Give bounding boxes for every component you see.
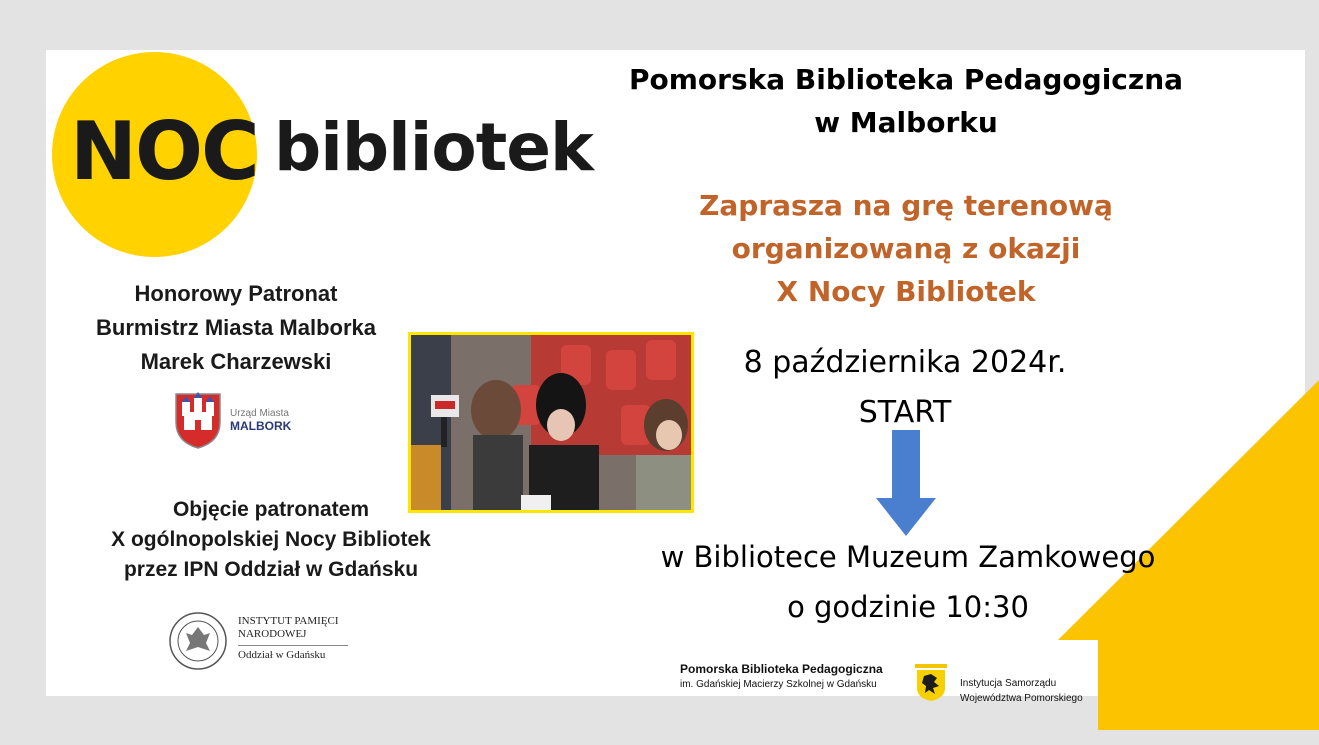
- event-place-block: [558, 532, 1258, 632]
- ipn-line3: Oddział w Gdańsku: [238, 649, 326, 661]
- malbork-logo-text: [230, 408, 291, 432]
- event-date-block: [580, 338, 1230, 438]
- event-place: w Bibliotece Muzeum Zamkowego: [660, 540, 1156, 574]
- footer-inst-line1: Instytucja Samorządu: [960, 678, 1057, 689]
- malbork-line1: Urząd Miasta: [230, 408, 289, 419]
- arrow-down-icon: [876, 430, 936, 538]
- ipn-line1: INSTYTUT PAMIĘCI: [238, 615, 339, 627]
- title-line1: Pomorska Biblioteka Pedagogiczna: [628, 63, 1184, 96]
- patronage-line: Marek Charzewski: [140, 349, 332, 374]
- footer-library-sub: im. Gdańskiej Macierzy Szkolnej w Gdańsku: [680, 679, 877, 690]
- footer-institution: [960, 676, 1083, 706]
- pomorskie-crest-icon: [915, 664, 947, 702]
- ipn-patronage-line: X ogólnopolskiej Nocy Bibliotek: [111, 528, 431, 551]
- patronage-line: Burmistrz Miasta Malborka: [96, 315, 376, 340]
- patronage-line: Honorowy Patronat: [134, 281, 338, 306]
- event-time: o godzinie 10:30: [787, 590, 1029, 624]
- malbork-crest-icon: [174, 392, 222, 450]
- logo-bibliotek: bibliotek: [274, 109, 593, 186]
- patronage-block: [46, 277, 426, 379]
- ipn-patronage-line: przez IPN Oddział w Gdańsku: [123, 558, 419, 581]
- invite-line1: Zaprasza na grę terenową: [699, 189, 1113, 222]
- title-line2: w Malborku: [814, 106, 998, 139]
- invite-line3: X Nocy Bibliotek: [776, 275, 1036, 308]
- footer-inst-line2: Województwa Pomorskiego: [960, 693, 1083, 704]
- event-start: START: [858, 395, 952, 430]
- logo-noc: NOC: [70, 105, 258, 198]
- page-title: [556, 58, 1256, 144]
- malbork-line2: MALBORK: [230, 419, 292, 433]
- ipn-patronage-block: [86, 495, 456, 585]
- event-date: 8 października 2024r.: [743, 345, 1067, 380]
- ipn-line2: NARODOWEJ: [238, 628, 307, 640]
- footer: [680, 662, 883, 692]
- invite-line2: organizowaną z okazji: [731, 232, 1081, 265]
- ipn-logo-text: [238, 615, 348, 662]
- footer-library-name: Pomorska Biblioteka Pedagogiczna: [680, 662, 883, 676]
- ipn-patronage-line: Objęcie patronatem: [172, 498, 370, 521]
- invitation-text: [556, 184, 1256, 313]
- ipn-seal-icon: [168, 611, 228, 671]
